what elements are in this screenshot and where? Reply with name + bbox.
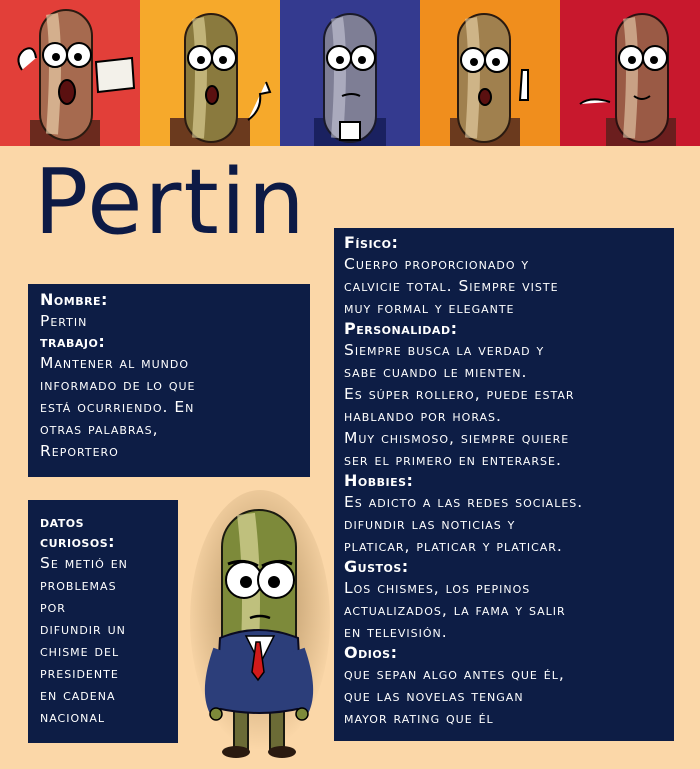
nombre-label: Nombre:: [40, 290, 108, 309]
personalidad-line: hablando por horas.: [344, 407, 502, 425]
hobbies-line: Es adicto a las redes sociales.: [344, 493, 584, 511]
pose-panel-5: [560, 0, 700, 146]
odios-line: que sepan algo antes que él,: [344, 665, 565, 683]
datos-label-line: curiosos:: [40, 532, 116, 551]
personalidad-line: Es súper rollero, puede estar: [344, 385, 575, 403]
info-box: [28, 284, 310, 477]
nombre-value: Pertin: [40, 312, 88, 330]
odios-label: Odios:: [344, 643, 398, 662]
datos-line: en cadena: [40, 686, 116, 704]
datos-line: chisme del: [40, 642, 120, 660]
datos-label-line: datos: [40, 512, 85, 531]
personalidad-line: ser el primero en enterarse.: [344, 451, 562, 469]
datos-line: Se metió en: [40, 554, 128, 572]
fisico-line: muy formal y elegante: [344, 299, 515, 317]
hobbies-label: Hobbies:: [344, 471, 414, 490]
datos-line: nacional: [40, 708, 106, 726]
gustos-line: en televisión.: [344, 623, 448, 641]
fisico-line: Cuerpo proporcionado y: [344, 255, 530, 273]
pose-panel-3: [280, 0, 420, 146]
character-pose-arms-together-icon: [280, 0, 420, 146]
gustos-line: actualizados, la fama y salir: [344, 601, 566, 619]
datos-line: presidente: [40, 664, 119, 682]
personalidad-line: sabe cuando le mienten.: [344, 363, 528, 381]
trabajo-line: informado de lo que: [40, 376, 196, 394]
odios-line: que las novelas tengan: [344, 687, 524, 705]
fisico-line: calvicie total. Siempre viste: [344, 277, 559, 295]
trabajo-line: Reportero: [40, 442, 119, 460]
character-pose-holding-paper-icon: [0, 0, 140, 146]
profile-box: [334, 228, 674, 741]
character-pose-pointing-up-icon: [420, 0, 560, 146]
character-pose-waving-icon: [140, 0, 280, 146]
trabajo-line: Mantener al mundo: [40, 354, 190, 372]
pose-strip: [0, 0, 700, 146]
page-title: Pertin: [34, 150, 307, 255]
personalidad-line: Muy chismoso, siempre quiere: [344, 429, 570, 447]
datos-line: por: [40, 598, 66, 616]
fisico-label: Físico:: [344, 233, 399, 252]
pose-panel-2: [140, 0, 280, 146]
datos-line: problemas: [40, 576, 117, 594]
hobbies-line: difundir las noticias y: [344, 515, 516, 533]
character-pose-presenting-icon: [560, 0, 700, 146]
odios-line: mayor rating que él: [344, 709, 494, 727]
trabajo-label: trabajo:: [40, 332, 106, 351]
pose-panel-4: [420, 0, 560, 146]
personalidad-label: Personalidad:: [344, 319, 458, 338]
datos-line: difundir un: [40, 620, 126, 638]
personalidad-line: Siempre busca la verdad y: [344, 341, 545, 359]
datos-box: [28, 500, 178, 743]
gustos-line: Los chismes, los pepinos: [344, 579, 531, 597]
pertin-character-icon: [190, 490, 330, 765]
hobbies-line: platicar, platicar y platicar.: [344, 537, 563, 555]
trabajo-line: está ocurriendo. En: [40, 398, 195, 416]
trabajo-line: otras palabras,: [40, 420, 159, 438]
gustos-label: Gustos:: [344, 557, 409, 576]
pose-panel-1: [0, 0, 140, 146]
